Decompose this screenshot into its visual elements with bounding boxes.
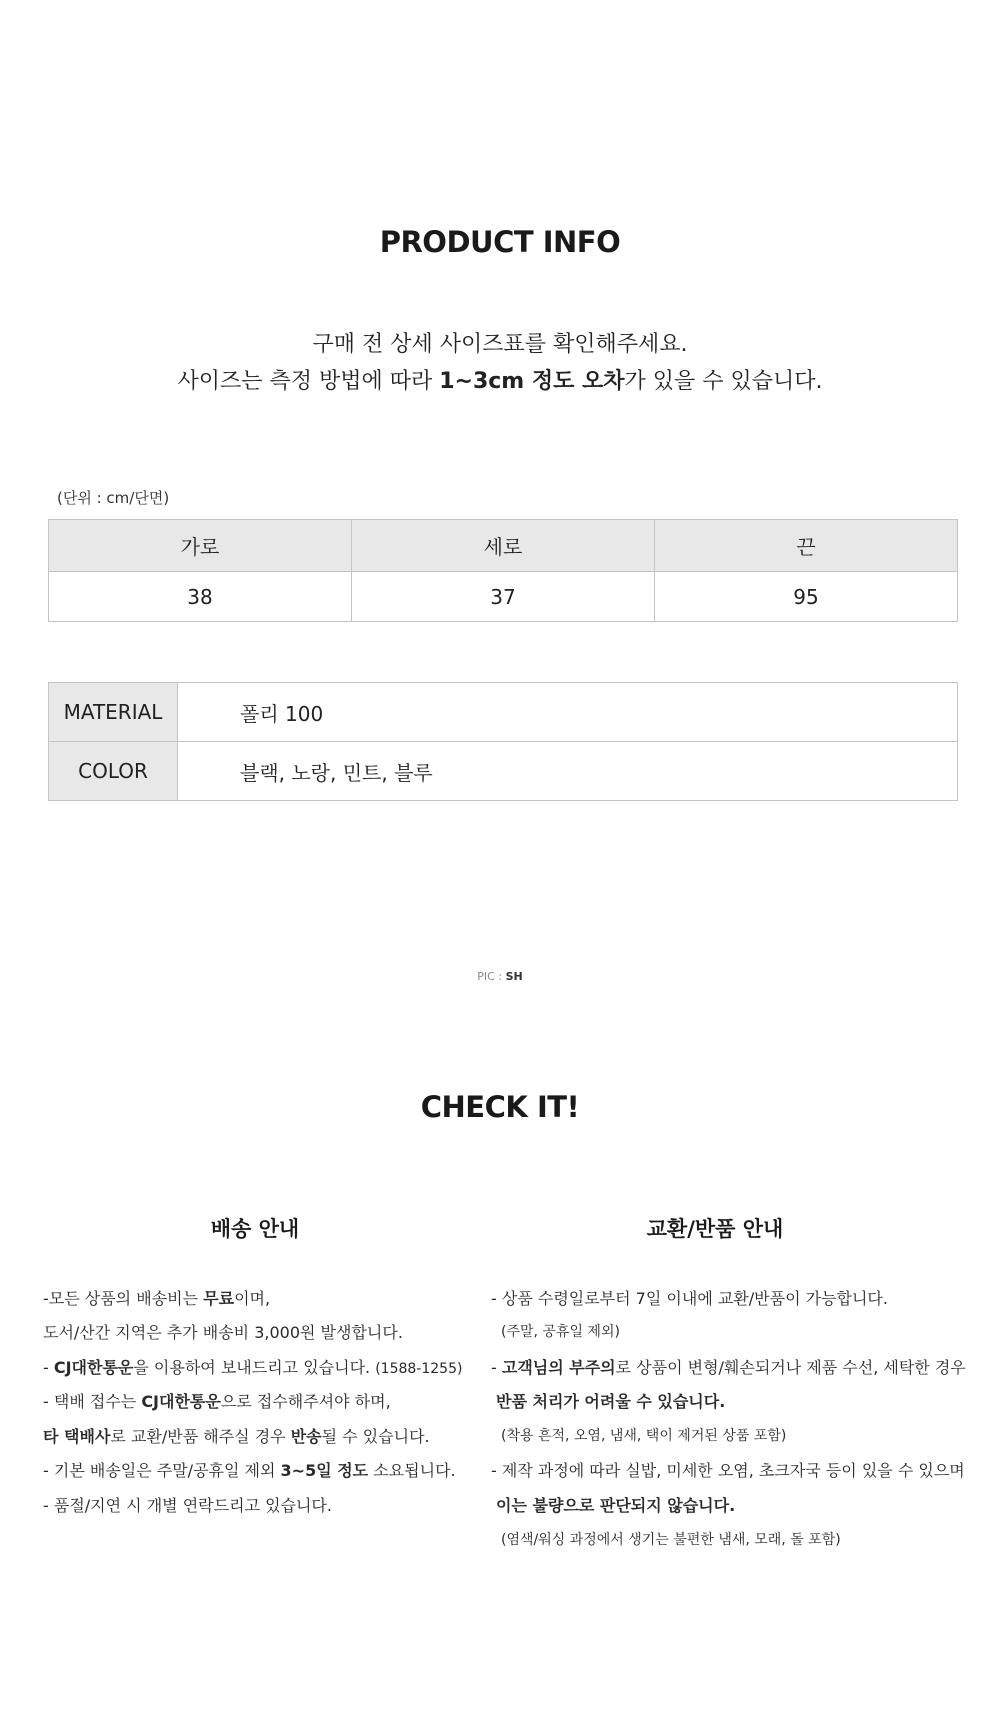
- shipping-phone: (1588-1255): [375, 1361, 463, 1377]
- shipping-highlight: 3~5일 정도: [280, 1461, 369, 1480]
- shipping-text: -: [43, 1358, 54, 1377]
- shipping-line: [43, 1389, 391, 1412]
- exchange-note: (착용 흔적, 오염, 냄새, 택이 제거된 상품 포함): [501, 1428, 787, 1444]
- exchange-highlight: 반품 처리가 어려울 수 있습니다.: [496, 1392, 726, 1411]
- shipping-highlight: CJ대한통운: [141, 1392, 221, 1411]
- pic-credit-value: SH: [505, 970, 523, 983]
- shipping-line: 도서/산간 지역은 추가 배송비 3,000원 발생합니다.: [43, 1323, 403, 1342]
- shipping-line: - 품절/지연 시 개별 연락드리고 있습니다.: [43, 1496, 332, 1515]
- shipping-text: 을 이용하여 보내드리고 있습니다.: [133, 1358, 376, 1377]
- size-notice-highlight: 1~3cm 정도 오차: [439, 369, 625, 394]
- size-unit-label: (단위 : cm/단면): [57, 489, 170, 507]
- shipping-text: 로 교환/반품 해주실 경우: [110, 1427, 291, 1446]
- shipping-info: [43, 0, 483, 1721]
- check-it-title: CHECK IT!: [420, 1090, 580, 1124]
- shipping-highlight: 타 택배사: [43, 1427, 111, 1446]
- shipping-line: [43, 1286, 270, 1309]
- exchange-text: -: [491, 1358, 502, 1377]
- size-header-width: 가로: [49, 520, 352, 572]
- exchange-note: (염색/워싱 과정에서 생기는 불편한 냄새, 모래, 돌 포함): [501, 1532, 841, 1548]
- exchange-highlight: 이는 불량으로 판단되지 않습니다.: [496, 1496, 736, 1515]
- exchange-info: [491, 0, 991, 1721]
- exchange-line: - 제작 과정에 따라 실밥, 미세한 오염, 초크자국 등이 있을 수 있으며: [491, 1461, 965, 1480]
- size-header-height: 세로: [352, 520, 655, 572]
- exchange-title: 교환/반품 안내: [646, 1217, 784, 1241]
- size-value-width: 38: [49, 572, 352, 622]
- shipping-text: 소요됩니다.: [368, 1461, 456, 1480]
- shipping-line: [43, 1355, 462, 1378]
- shipping-text: - 택배 접수는: [43, 1392, 142, 1411]
- exchange-text: 로 상품이 변형/훼손되거나 제품 수선, 세탁한 경우: [615, 1358, 966, 1377]
- size-notice-text: 사이즈는 측정 방법에 따라: [177, 369, 440, 394]
- shipping-line: [43, 1458, 456, 1481]
- size-notice-line1: 구매 전 상세 사이즈표를 확인해주세요.: [312, 332, 688, 357]
- material-label: MATERIAL: [49, 683, 178, 742]
- shipping-highlight: 무료: [203, 1289, 235, 1308]
- shipping-text: - 기본 배송일은 주말/공휴일 제외: [43, 1461, 281, 1480]
- shipping-title: 배송 안내: [210, 1217, 300, 1241]
- shipping-line: [43, 1424, 430, 1447]
- exchange-line: [496, 1389, 725, 1412]
- material-value: 폴리 100: [178, 683, 958, 742]
- exchange-highlight: 고객님의 부주의: [501, 1358, 616, 1377]
- exchange-line: - 상품 수령일로부터 7일 이내에 교환/반품이 가능합니다.: [491, 1289, 888, 1308]
- exchange-line: [491, 1355, 966, 1378]
- shipping-text: -모든 상품의 배송비는: [43, 1289, 204, 1308]
- color-value: 블랙, 노랑, 민트, 블루: [178, 742, 958, 801]
- color-label: COLOR: [49, 742, 178, 801]
- size-header-strap: 끈: [655, 520, 958, 572]
- product-info-title: PRODUCT INFO: [379, 225, 621, 259]
- shipping-text: 으로 접수해주셔야 하며,: [220, 1392, 391, 1411]
- shipping-highlight: 반송: [290, 1427, 322, 1446]
- size-notice-text-end: 가 있을 수 있습니다.: [624, 369, 823, 394]
- shipping-highlight: CJ대한통운: [53, 1358, 134, 1377]
- size-value-strap: 95: [655, 572, 958, 622]
- shipping-text: 될 수 있습니다.: [321, 1427, 430, 1446]
- size-value-height: 37: [352, 572, 655, 622]
- pic-credit-label: PIC :: [477, 970, 506, 983]
- exchange-line: [496, 1493, 735, 1516]
- exchange-note: (주말, 공휴일 제외): [501, 1324, 620, 1340]
- shipping-text: 이며,: [234, 1289, 271, 1308]
